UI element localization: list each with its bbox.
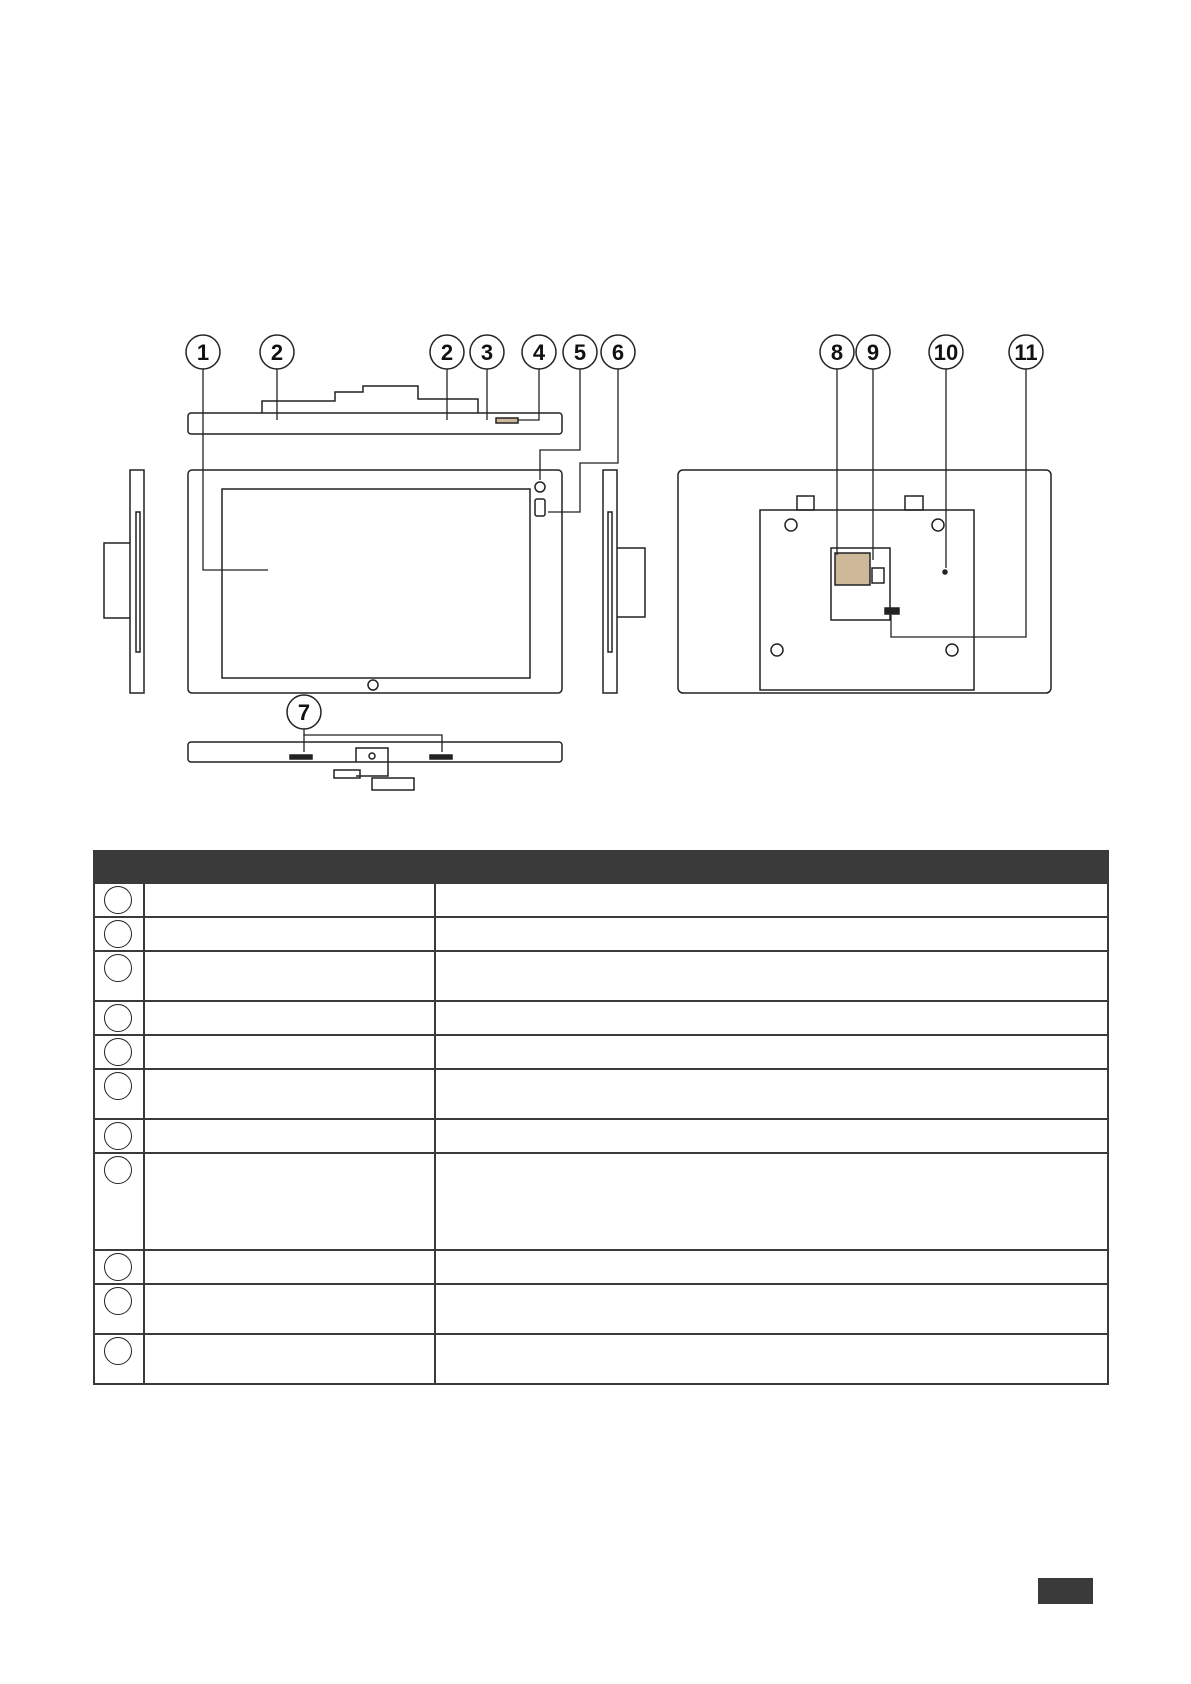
callout-7: 7 <box>297 700 311 725</box>
table-row <box>94 1153 1108 1250</box>
table-row <box>94 1334 1108 1384</box>
left-side-view <box>104 470 144 693</box>
callout-8: 8 <box>830 340 844 365</box>
row-num-cell <box>94 883 144 917</box>
function-cell <box>435 1069 1108 1119</box>
row-num-cell <box>94 1035 144 1069</box>
row-num-cell <box>94 1069 144 1119</box>
leader-lines <box>203 369 1026 752</box>
table-row <box>94 1001 1108 1035</box>
callout-1: 1 <box>196 340 210 365</box>
feature-cell <box>144 883 435 917</box>
table-row <box>94 883 1108 917</box>
callout-4: 4 <box>532 340 546 365</box>
function-cell <box>435 1284 1108 1334</box>
header-num <box>94 851 144 883</box>
feature-cell <box>144 1334 435 1384</box>
function-cell <box>435 1153 1108 1250</box>
table-row <box>94 1035 1108 1069</box>
row-num-cell <box>94 1119 144 1153</box>
function-cell <box>435 1250 1108 1284</box>
top-view <box>188 386 562 434</box>
callout-2a: 2 <box>270 340 284 365</box>
feature-cell <box>144 1153 435 1250</box>
table-row <box>94 951 1108 1001</box>
table-row <box>94 1069 1108 1119</box>
function-cell <box>435 917 1108 951</box>
callout-2b: 2 <box>440 340 454 365</box>
callout-3: 3 <box>480 340 494 365</box>
function-cell <box>435 951 1108 1001</box>
callout-10: 10 <box>933 340 959 365</box>
row-number-circle <box>104 1004 132 1032</box>
row-num-cell <box>94 1001 144 1035</box>
row-number-circle <box>104 920 132 948</box>
feature-cell <box>144 1284 435 1334</box>
page-number-tab <box>1038 1578 1093 1604</box>
feature-cell <box>144 1035 435 1069</box>
table-row <box>94 1119 1108 1153</box>
feature-cell <box>144 1001 435 1035</box>
table-header-row <box>94 851 1108 883</box>
function-cell <box>435 1035 1108 1069</box>
header-feature <box>144 851 435 883</box>
row-num-cell <box>94 1250 144 1284</box>
device-diagram <box>0 0 1191 820</box>
feature-cell <box>144 1119 435 1153</box>
callout-11: 11 <box>1014 340 1038 365</box>
bottom-view <box>188 742 562 790</box>
callout-circles <box>186 335 1043 729</box>
callout-6: 6 <box>611 340 625 365</box>
row-number-circle <box>104 886 132 914</box>
feature-table <box>93 850 1109 1385</box>
function-cell <box>435 1001 1108 1035</box>
row-num-cell <box>94 1153 144 1250</box>
function-cell <box>435 883 1108 917</box>
row-number-circle <box>104 1072 132 1100</box>
row-number-circle <box>104 954 132 982</box>
feature-cell <box>144 1250 435 1284</box>
feature-cell <box>144 1069 435 1119</box>
row-number-circle <box>104 1038 132 1066</box>
feature-cell <box>144 951 435 1001</box>
row-num-cell <box>94 917 144 951</box>
row-number-circle <box>104 1253 132 1281</box>
row-num-cell <box>94 1334 144 1384</box>
table-row <box>94 1250 1108 1284</box>
row-num-cell <box>94 1284 144 1334</box>
front-view <box>188 470 562 693</box>
right-side-view <box>603 470 645 693</box>
table-row <box>94 1284 1108 1334</box>
back-view <box>678 470 1051 693</box>
row-number-circle <box>104 1156 132 1184</box>
header-function <box>435 851 1108 883</box>
feature-cell <box>144 917 435 951</box>
callout-9: 9 <box>866 340 880 365</box>
row-num-cell <box>94 951 144 1001</box>
function-cell <box>435 1119 1108 1153</box>
row-number-circle <box>104 1122 132 1150</box>
function-cell <box>435 1334 1108 1384</box>
table-row <box>94 917 1108 951</box>
callout-5: 5 <box>573 340 587 365</box>
row-number-circle <box>104 1287 132 1315</box>
row-number-circle <box>104 1337 132 1365</box>
